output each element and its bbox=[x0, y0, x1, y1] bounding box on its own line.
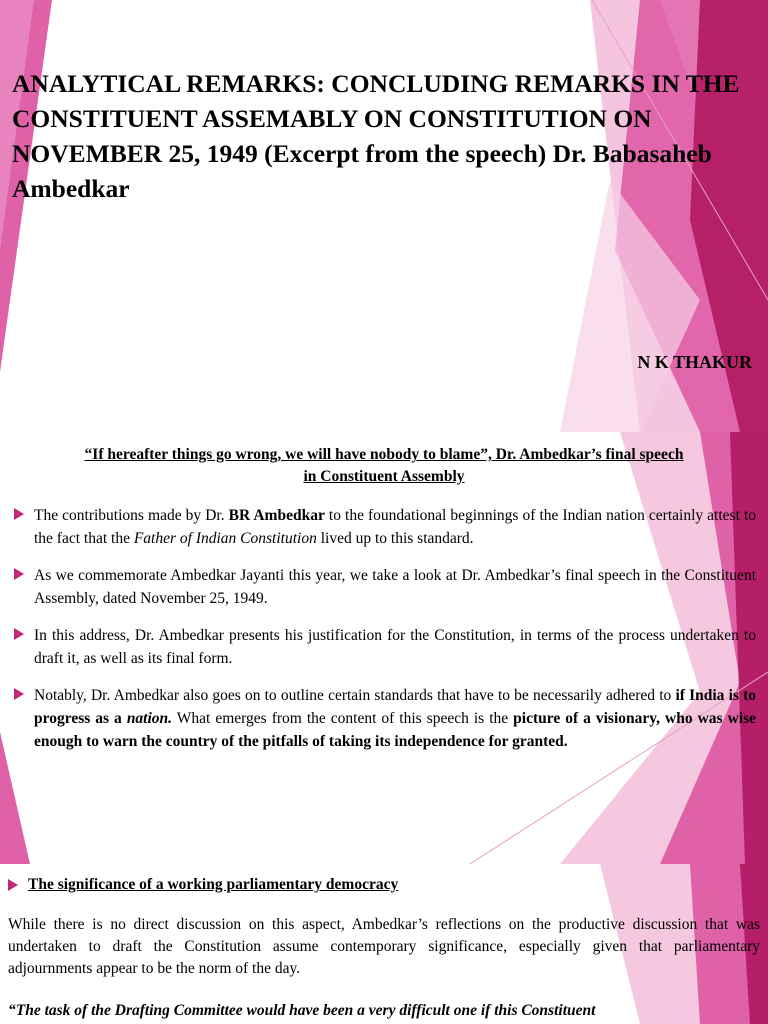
bullet-arrow-icon bbox=[14, 628, 24, 640]
speech-overview-slide bbox=[0, 432, 768, 864]
bullet-text: Notably, Dr. Ambedkar also goes on to outline certain standards that have to be necessarily adhered to bbox=[34, 687, 676, 704]
bullet-list bbox=[0, 504, 756, 767]
bullet-text: What emerges from the content of this speech is the bbox=[172, 710, 514, 727]
bullet-italic-text: Father of Indian Constitution bbox=[133, 530, 317, 547]
bullet-bold-text: picture of a visionary bbox=[513, 710, 657, 727]
speech-heading-line1: “If hereafter things go wrong, we will have nobody to blame”, Dr. Ambedkar’s final speech bbox=[84, 446, 684, 463]
section-heading: The significance of a working parliamentary democracy bbox=[28, 876, 399, 893]
bullet-text: The contributions made by Dr. bbox=[34, 507, 229, 524]
author-name: N K THAKUR bbox=[637, 352, 752, 372]
bullet-arrow-icon bbox=[14, 568, 24, 580]
bullet-text: lived up to this standard. bbox=[316, 530, 474, 547]
bullet-text: to the foundational beginnings of the Indian nation certainly attest to the fact that the bbox=[34, 507, 757, 547]
bullet-bold-italic-text: nation. bbox=[126, 710, 173, 727]
speech-heading bbox=[0, 444, 768, 488]
bullet-jayanti bbox=[0, 564, 756, 610]
bullet-standards bbox=[0, 684, 756, 753]
bullet-arrow-icon bbox=[14, 688, 24, 700]
bullet-bold-text: if India is to progress as a bbox=[34, 687, 756, 727]
title-slide bbox=[0, 0, 768, 432]
body-paragraph: While there is no direct discussion on this aspect, Ambedkar’s reflections on the productive discussion that was undertaken to draft the Constitution assume contemporary significance, especially given that parliamentary adjournments appear to be the norm of the day. bbox=[8, 916, 760, 977]
bullet-text: As we commemorate Ambedkar Jayanti this year, we take a look at Dr. Ambedkar’s final speech in the Constituent Assembly, dated November 25, 1949. bbox=[34, 567, 756, 607]
bullet-bold-text: BR Ambedkar bbox=[228, 507, 325, 524]
bullet-contributions bbox=[0, 504, 756, 550]
speech-quote: “The task of the Drafting Committee would have been a very difficult one if this Constituent bbox=[8, 1002, 596, 1019]
slide-title: ANALYTICAL REMARKS: CONCLUDING REMARKS IN THE CONSTITUENT ASSEMABLY ON CONSTITUTION ON NOVEMBER 25, 1949 (Excerpt from the speech) Dr. Babasaheb Ambedkar bbox=[12, 69, 740, 203]
bullet-justification bbox=[0, 624, 756, 670]
bullet-arrow-icon bbox=[14, 508, 24, 520]
bullet-bold-text: , who was wise enough to warn the country of the pitfalls of taking its independence for granted. bbox=[34, 710, 757, 750]
bullet-arrow-icon bbox=[8, 879, 18, 891]
parliamentary-democracy-slide bbox=[0, 864, 768, 1024]
speech-heading-line2: in Constituent Assembly bbox=[303, 468, 465, 485]
bullet-text: In this address, Dr. Ambedkar presents his justification for the Constitution, in terms of the process undertaken to draft it, as well as its final form. bbox=[34, 627, 756, 667]
